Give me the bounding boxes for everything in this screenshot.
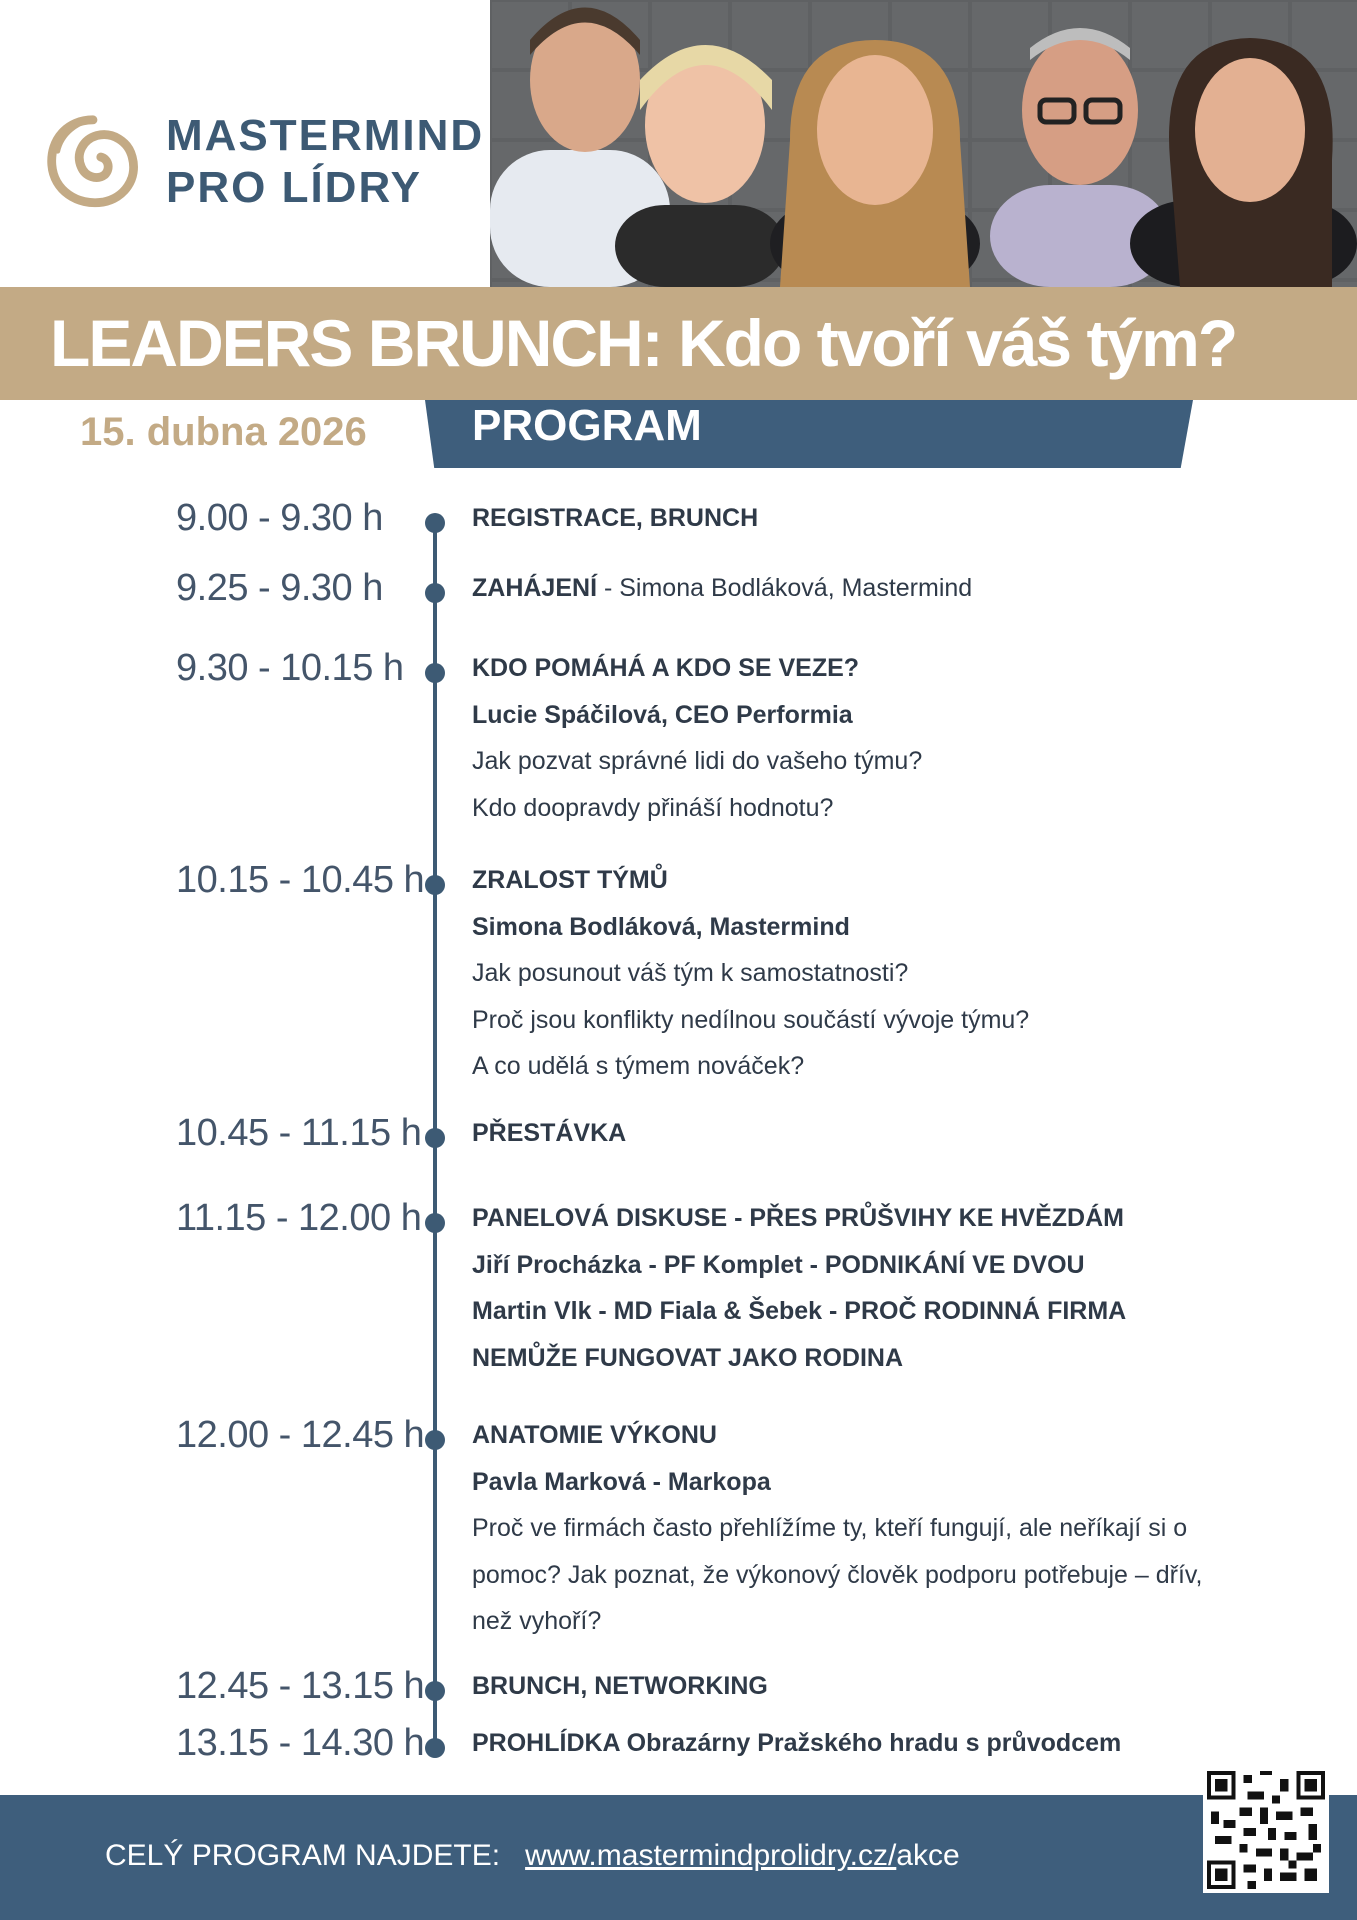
schedule-line-bold: ANATOMIE VÝKONU [472,1421,717,1449]
schedule-line [472,904,1302,951]
timeline-dot [425,1738,445,1758]
timeline-dot [425,875,445,895]
website-link[interactable]: www.mastermindprolidry.cz/ [525,1839,897,1872]
schedule-line-text: - Simona Bodláková, Mastermind [597,574,973,602]
schedule-line-bold: PANELOVÁ DISKUSE - PŘES PRŮŠVIHY KE HVĚZDÁM [472,1204,1124,1232]
schedule-line-bold: PROHLÍDKA Obrazárny Pražského hradu s průvodcem [472,1729,1122,1757]
logo-line-2: PRO LÍDRY [166,163,422,212]
team-photo-illustration [490,0,1357,287]
schedule-line-bold: Jiří Procházka - PF Komplet - PODNIKÁNÍ VE DVOU [472,1250,1085,1279]
schedule-line-bold: Pavla Marková - Markopa [472,1467,771,1496]
schedule-line [472,1598,1302,1645]
schedule-time: 11.15 - 12.00 h [176,1197,422,1239]
timeline-dot [425,1430,445,1450]
program-heading: PROGRAM [472,401,702,450]
schedule-content [472,645,1302,831]
schedule-line [472,1110,1302,1157]
schedule-line-bold: ZRALOST TÝMŮ [472,866,668,894]
qr-code[interactable] [1203,1767,1329,1893]
logo-text [166,110,484,214]
schedule-time: 13.15 - 14.30 h [176,1722,425,1764]
schedule-line [472,565,1302,612]
schedule-line [472,692,1302,739]
timeline-dot [425,1213,445,1233]
event-title: LEADERS BRUNCH: Kdo tvoří váš tým? [50,306,1237,380]
schedule-line [472,1335,1302,1382]
schedule-line [472,1288,1302,1335]
schedule-line [472,1505,1302,1552]
schedule-time: 10.15 - 10.45 h [176,859,425,901]
timeline-dot [425,583,445,603]
schedule-content [472,565,1302,612]
schedule-time: 12.00 - 12.45 h [176,1414,425,1456]
schedule-line [472,1552,1302,1599]
schedule-time: 12.45 - 13.15 h [176,1665,425,1707]
footer-label: CELÝ PROGRAM NAJDETE: [105,1839,501,1872]
schedule-line-text: Proč jsou konflikty nedílnou součástí vývoje týmu? [472,1005,1030,1034]
schedule-line-bold: BRUNCH, NETWORKING [472,1672,768,1700]
schedule-line-bold: Martin Vlk - MD Fiala & Šebek - PROČ RODINNÁ FIRMA [472,1297,1127,1325]
spiral-logo-icon [44,112,142,210]
website-link-suffix[interactable]: akce [896,1839,960,1872]
schedule-line-bold: KDO POMÁHÁ A KDO SE VEZE? [472,654,860,682]
schedule-line [472,495,1302,542]
schedule-content [472,1110,1302,1157]
schedule-time: 9.30 - 10.15 h [176,647,404,689]
schedule-line [472,645,1302,692]
schedule-content [472,1720,1302,1767]
schedule-line-bold: Simona Bodláková, Mastermind [472,912,850,941]
timeline-dot [425,1128,445,1148]
schedule-content [472,1663,1302,1710]
schedule-line-text: Proč ve firmách často přehlížíme ty, kteří fungují, ale neříkají si o [472,1514,1188,1542]
schedule-line-bold: ZAHÁJENÍ [472,574,598,602]
schedule-line [472,950,1302,997]
header [0,0,1357,287]
schedule-content [472,857,1302,1090]
schedule-line [472,1043,1302,1090]
timeline-dot [425,1681,445,1701]
schedule-time: 10.45 - 11.15 h [176,1112,422,1154]
schedule-line [472,1663,1302,1710]
logo-line-1: MASTERMIND [166,111,485,160]
schedule-time: 9.00 - 9.30 h [176,497,383,539]
timeline-dot [425,663,445,683]
schedule-line [472,997,1302,1044]
schedule-line-bold: PŘESTÁVKA [472,1119,627,1147]
schedule-line-text: Jak posunout váš tým k samostatnosti? [472,959,909,987]
schedule-line-text: Jak pozvat správné lidi do vašeho týmu? [472,747,923,775]
schedule-line [472,857,1302,904]
schedule-line-bold: Lucie Spáčilová, CEO Performia [472,700,853,729]
schedule-line [472,1412,1302,1459]
schedule-line-bold: REGISTRACE, BRUNCH [472,504,759,532]
schedule-time: 9.25 - 9.30 h [176,567,383,609]
schedule-line [472,1195,1302,1242]
schedule-line [472,738,1302,785]
schedule-line-text: než vyhoří? [472,1607,602,1635]
timeline-dot [425,513,445,533]
qr-code-icon [1207,1771,1325,1889]
event-date: 15. dubna 2026 [80,410,367,454]
schedule-content [472,1412,1302,1645]
schedule-line-text: pomoc? Jak poznat, že výkonový člověk podporu potřebuje – dřív, [472,1560,1203,1589]
schedule-line [472,1242,1302,1289]
team-photo [490,0,1357,287]
schedule-content [472,1195,1302,1381]
schedule-line-text: A co udělá s týmem nováček? [472,1052,805,1080]
logo[interactable] [44,108,485,218]
schedule-line [472,1720,1302,1767]
schedule-line-bold: NEMŮŽE FUNGOVAT JAKO RODINA [472,1343,904,1372]
schedule-line [472,785,1302,832]
schedule-content [472,495,1302,542]
schedule-line-text: Kdo doopravdy přináší hodnotu? [472,793,834,822]
footer-text [105,1836,960,1876]
schedule-line [472,1459,1302,1506]
